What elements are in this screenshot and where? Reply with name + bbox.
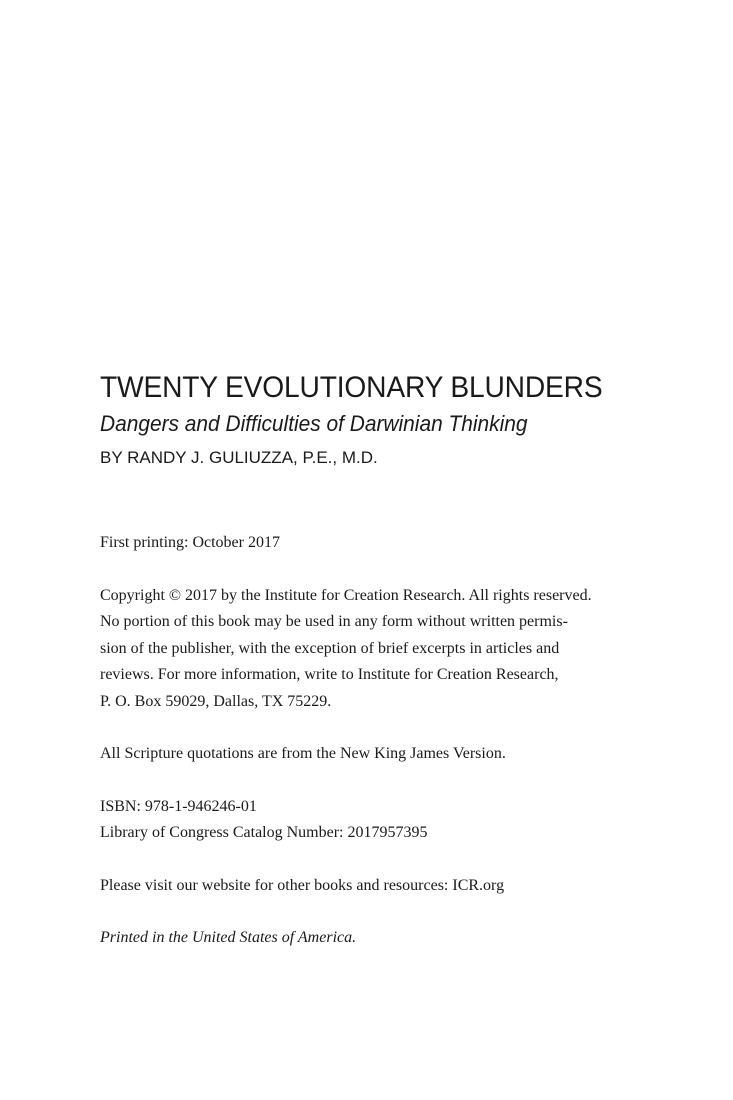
isbn: ISBN: 978-1-946246-01 xyxy=(100,797,257,815)
first-printing: First printing: October 2017 xyxy=(100,534,280,551)
loc-catalog-number: Library of Congress Catalog Number: 2017957395 xyxy=(100,824,428,841)
copyright-line: P. O. Box 59029, Dallas, TX 75229. xyxy=(100,692,332,710)
copyright-line: Copyright © 2017 by the Institute for Creation Research. All rights reserved. xyxy=(100,586,592,604)
copyright-line: reviews. For more information, write to Institute for Creation Research, xyxy=(100,666,559,683)
book-title: TWENTY EVOLUTIONARY BLUNDERS xyxy=(100,371,603,404)
copyright-line: sion of the publisher, with the exception of brief excerpts in articles and xyxy=(100,639,560,657)
book-subtitle: Dangers and Difficulties of Darwinian Thinking xyxy=(100,411,528,436)
copyright-notice xyxy=(100,583,660,716)
copyright-line: No portion of this book may be used in any form without written permis- xyxy=(100,613,568,630)
title-block xyxy=(100,368,700,471)
book-author: BY RANDY J. GULIUZZA, P.E., M.D. xyxy=(100,448,378,467)
colophon xyxy=(100,530,660,952)
scripture-notice: All Scripture quotations are from the New King James Version. xyxy=(100,745,506,762)
website-notice: Please visit our website for other books and resources: ICR.org xyxy=(100,876,505,894)
printed-in: Printed in the United States of America. xyxy=(100,929,357,946)
